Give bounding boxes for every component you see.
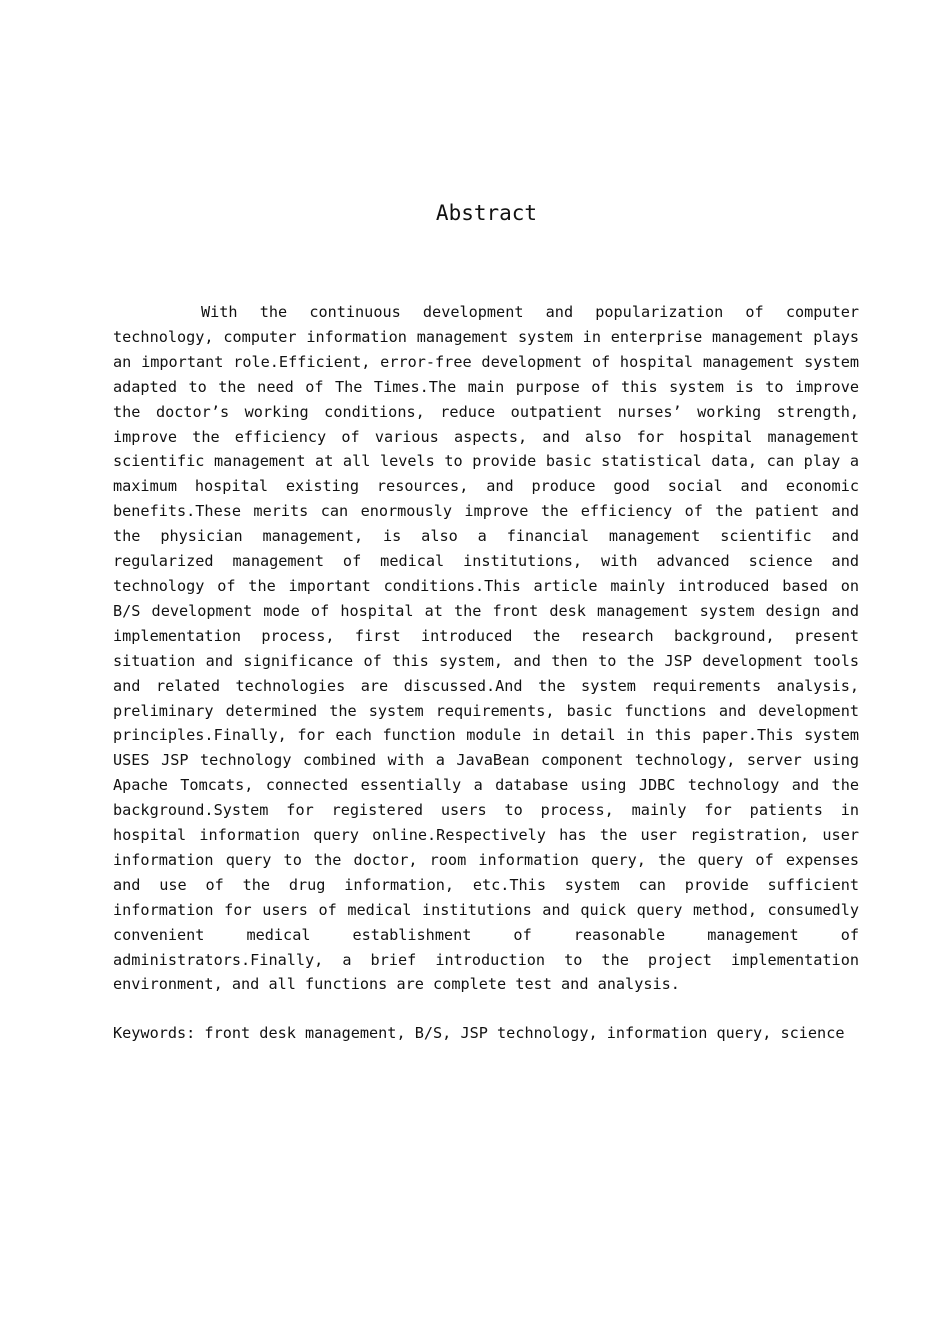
abstract-title: Abstract [435,201,538,225]
abstract-body: With the continuous development and popularization of computer technology, computer information management system in enterprise management plays an important role.Efficient, error-free development of hospital management system adapted to the need of The Times.The main purpose of this system is to improve the doctor’s working conditions, reduce outpatient nurses’ working strength, improve the efficiency of various aspects, and also for hospital management scientific management at all levels to provide basic statistical data, can play a maximum hospital existing resources, and produce good social and economic benefits.These merits can enormously improve the efficiency of the patient and the physician management, is also a financial management scientific and regularized management of medical institutions, with advanced science and technology of the important conditions.This article mainly introduced based on B/S development mode of hospital at the front desk management system design and implementation process, first introduced the research background, present situation and significance of this system, and then to the JSP development tools and related technologies are discussed.And the system requirements analysis, preliminary determined the system requirements, basic functions and development principles.Finally, for each function module in detail in this paper.This system USES JSP technology combined with a JavaBean component technology, server using Apache Tomcats, connected essentially a database using JDBC technology and the background.System for registered users to process, mainly for patients in hospital information query online.Respectively has the user registration, user information query to the doctor, room information query, the query of expenses and use of the drug information, etc.This system can provide sufficient information for users of medical institutions and quick query method, consumedly convenient medical establishment of reasonable management of administrators.Finally, a brief introduction to the project implementation environment, and all functions are complete test and analysis. [113,303,859,994]
keywords-line: Keywords: front desk management, B/S, JSP technology, information query, science [113,1024,845,1042]
